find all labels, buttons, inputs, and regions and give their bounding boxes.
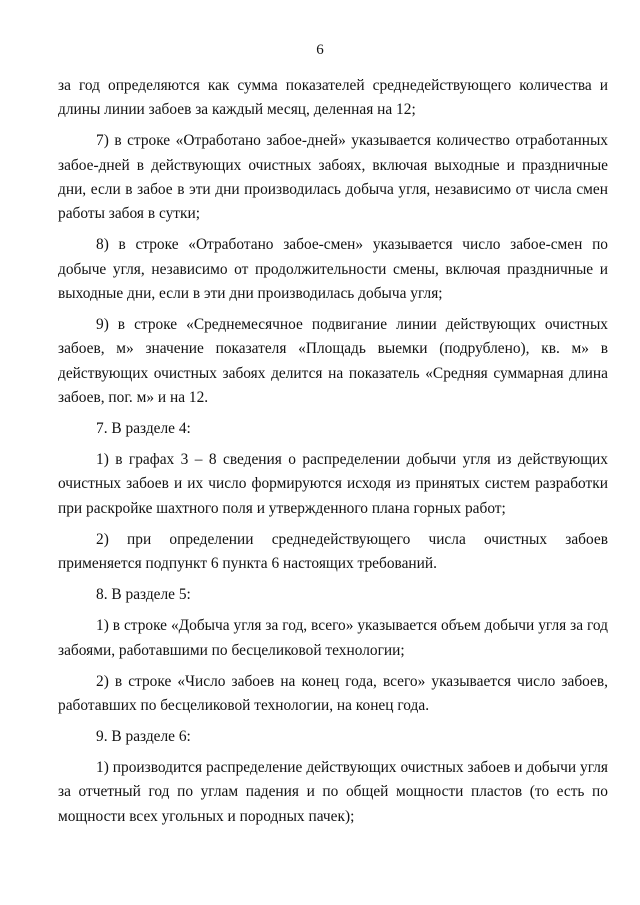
section-heading-6: 9. В разделе 6:	[96, 728, 191, 746]
paragraph-section6-item-1: 1) производится распределение действующих очистных забоев и добычи угля за отчетный год по углам падения и по общей мощности пластов (то есть по мощности всех угольных и породных пачек);	[58, 759, 608, 825]
page-number: 6	[316, 42, 324, 58]
paragraph-item-7: 7) в строке «Отработано забое-дней» указывается количество отработанных забое-дней в действующих очистных забоях, включая выходные и праздничные дни, если в забое в эти дни производилась добыча угля, независимо от числа смен работы забоя в сутки;	[58, 132, 608, 223]
paragraph-section4-item-2: 2) при определении среднедействующего числа очистных забоев применяется подпункт 6 пункта 6 настоящих требований.	[58, 530, 608, 573]
paragraph-section5-item-1: 1) в строке «Добыча угля за год, всего» указывается объем добычи угля за год забоями, работавшими по бесцеликовой технологии;	[58, 617, 608, 659]
document-body	[58, 74, 608, 836]
section-heading-5: 8. В разделе 5:	[96, 586, 191, 604]
paragraph-section5-item-2: 2) в строке «Число забоев на конец года, всего» указывается число забоев, работавших по бесцеликовой технологии, на конец года.	[58, 672, 608, 714]
paragraph-item-8: 8) в строке «Отработано забое-смен» указывается число забое-смен по добыче угля, независимо от продолжительности смены, включая праздничные и выходные дни, если в эти дни производилась добыча угля;	[58, 236, 608, 302]
paragraph-item-9: 9) в строке «Среднемесячное подвигание линии действующих очистных забоев, м» значение показателя «Площадь выемки (подрублено), кв. м» в действующих очистных забоях делится на показатель «Средняя суммарная длина забоев, пог. м» и на 12.	[58, 316, 608, 406]
section-heading-4: 7. В разделе 4:	[96, 420, 191, 438]
paragraph-continuation: за год определяются как сумма показателей среднедействующего количества и длины линии забоев за каждый месяц, деленная на 12;	[58, 77, 608, 119]
paragraph-section4-item-1: 1) в графах 3 – 8 сведения о распределении добычи угля из действующих очистных забоев и их число формируются исходя из принятых систем разработки при раскройке шахтного поля и утвержденного плана горных работ;	[58, 451, 608, 517]
